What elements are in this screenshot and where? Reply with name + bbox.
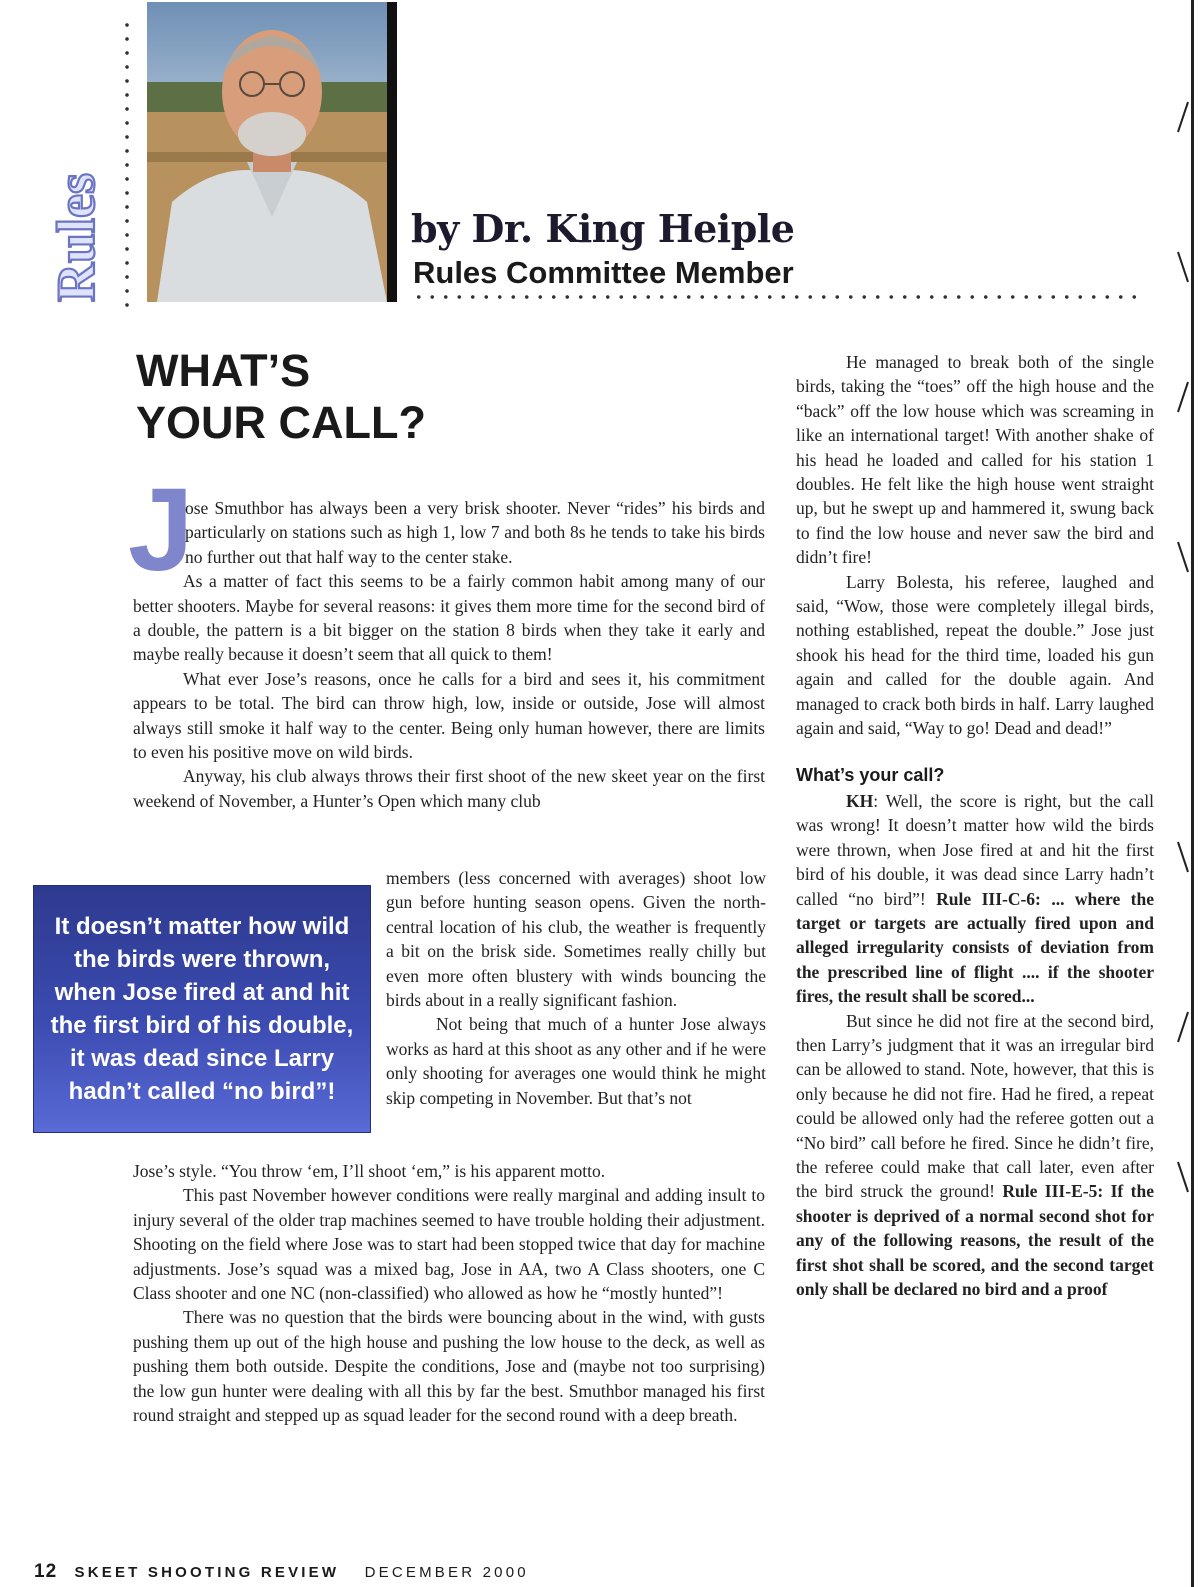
section-tab-graphic: [50, 150, 110, 310]
body-paragraph: There was no question that the birds were bouncing about in the wind, with gusts pushing them up out of the high house and pushing the low house to the deck, as well as pushing them both outside. Despite the conditions, Jose and (maybe not too surprising) the low gun hunter were dealing with all this by far the best. Smuthbor managed his first round straight and stepped up as squad leader for the second round with a deep breath.: [133, 1307, 765, 1426]
section-label: Rules: [50, 172, 106, 302]
body-paragraph: As a matter of fact this seems to be a fairly common habit among many of our better shooters. Maybe for several reasons: it gives them more time for the second bird of a double, the pattern is a bit bigger on the station 8 birds when they take it early and maybe really because it doesn’t seem that all quick to them!: [133, 571, 765, 665]
edge-mark: [1176, 540, 1190, 574]
body-paragraph: Anyway, his club always throws their first shoot of the new skeet year on the first weekend of November, a Hunter’s Open which many club: [133, 766, 765, 811]
body-paragraph: What ever Jose’s reasons, once he calls for a bird and sees it, his commitment appears to be total. The bird can throw high, low, inside or outside, Jose will almost always still smoke it half way to the center. Being only human however, there are limits to even his positive move on wild birds.: [133, 668, 765, 763]
rule-citation: Rule III-C-6: ... where the target or targets are actually fired upon and alleged irregularity consists of deviation from the prescribed line of flight .... if the shooter fires, the result shall be scored...: [796, 888, 1154, 1007]
body-paragraph: Not being that much of a hunter Jose always works as hard at this shoot as any other and if he were only shooting for averages one would think he might skip competing in November. But that’s not: [386, 1014, 766, 1108]
body-column-left-bottom: [133, 1159, 765, 1427]
edge-mark: [1176, 840, 1190, 874]
body-paragraph: [796, 1009, 1154, 1302]
page-edge-line: [1191, 0, 1194, 1587]
body-paragraph: ose Smuthbor has always been a very brisk shooter. Never “rides” his birds and particularly on stations such as high 1, low 7 and both 8s he tends to take his birds no further out that half way to the center stake.: [185, 498, 765, 567]
body-column-left-top: [133, 496, 765, 813]
answer-paragraph: [796, 789, 1154, 1009]
edge-mark: [1176, 380, 1190, 414]
page-footer: [34, 1561, 529, 1583]
headline-line-2: YOUR CALL?: [136, 397, 426, 448]
edge-mark: [1176, 1010, 1190, 1044]
edge-mark: [1176, 1160, 1190, 1194]
author-role: Rules Committee Member: [413, 255, 794, 290]
body-paragraph: Larry Bolesta, his referee, laughed and said, “Wow, those were completely illegal birds, nothing established, repeat the double.” Jose just shook his head for the third time, loaded his gun again and called for the double again. And managed to crack both birds in half. Larry laughed again and said, “Way to go! Dead and dead!”: [796, 571, 1154, 739]
article-headline: [136, 345, 556, 449]
page-number: 12: [34, 1561, 58, 1582]
answer-text: : Well, the score is right, but the call was wrong! It doesn’t matter how wild the birds were thrown, when Jose fired at and hit the first bird of his double, it was dead since Larry hadn’t called “no bird”!: [796, 790, 1154, 909]
pull-quote-text: It doesn’t matter how wild the birds were thrown, when Jose fired at and hit the first bird of his double, it was dead since Larry hadn’t called “no bird”!: [50, 913, 354, 1105]
edge-mark: [1176, 100, 1190, 134]
pull-quote: [34, 886, 370, 1132]
answer-text: But since he did not fire at the second bird, then Larry’s judgment that it was an irregular bird can be allowed to stand. Note, however, that this is only because he did not fire. Had he fired, a repeat could be allowed only had the referee gotten out a “No bird” call before he fired. Since he didn’t fire, the referee could make that call later, even after the bird struck the ground!: [796, 1010, 1154, 1202]
rule-citation: Rule III-E-5: If the shooter is deprived of a normal second shot for any of the following reasons, the result of the first shot shall be scored, and the second target only shall be declared no bird and a proof: [796, 1181, 1154, 1300]
horizontal-dot-rule: [412, 292, 1140, 302]
edge-mark: [1176, 250, 1190, 284]
section-tab: [50, 150, 110, 310]
body-paragraph: Jose’s style. “You throw ‘em, I’ll shoot ‘em,” is his apparent motto.: [133, 1161, 606, 1181]
body-paragraph: members (less concerned with averages) shoot low gun before hunting season opens. Given the north-central location of his club, the weather is frequently a bit on the brisk side. Sometimes really chilly but even more often blustery with winds bouncing the birds about in a really significant fashion.: [386, 868, 766, 1011]
body-paragraph: This past November however conditions were really marginal and adding insult to injury several of the older trap machines seemed to have trouble holding their adjustment. Shooting on the field where Jose was to start had been stopped twice that day for machine adjustments. Jose’s squad was a mixed bag, Jose in AA, two A Class shooters, one C Class shooter and one NC (non-classified) who allowed as how he “mostly hunted”!: [133, 1185, 765, 1304]
body-column-right: [796, 350, 1154, 1301]
body-paragraph: He managed to break both of the single birds, taking the “toes” off the high house and the “back” off the low house which was screaming in like an international target! With another shake of his head he loaded and called for his station 1 doubles. He felt like the high house went straight up, but he swept up and hammered it, swung back to find the low house and never saw the bird and didn’t fire!: [796, 352, 1154, 568]
headline-line-1: WHAT’S: [136, 345, 311, 396]
drop-cap: J: [128, 464, 194, 596]
vertical-dot-rule: [122, 18, 132, 310]
author-photo: [147, 2, 397, 302]
section-subhead: What’s your call?: [796, 764, 945, 785]
magazine-title: SKEET SHOOTING REVIEW: [74, 1564, 340, 1581]
body-column-left-mid: [386, 866, 766, 1110]
author-name: by Dr. King Heiple: [411, 206, 795, 251]
answer-initials: KH: [846, 790, 874, 811]
issue-date: DECEMBER 2000: [364, 1564, 529, 1581]
